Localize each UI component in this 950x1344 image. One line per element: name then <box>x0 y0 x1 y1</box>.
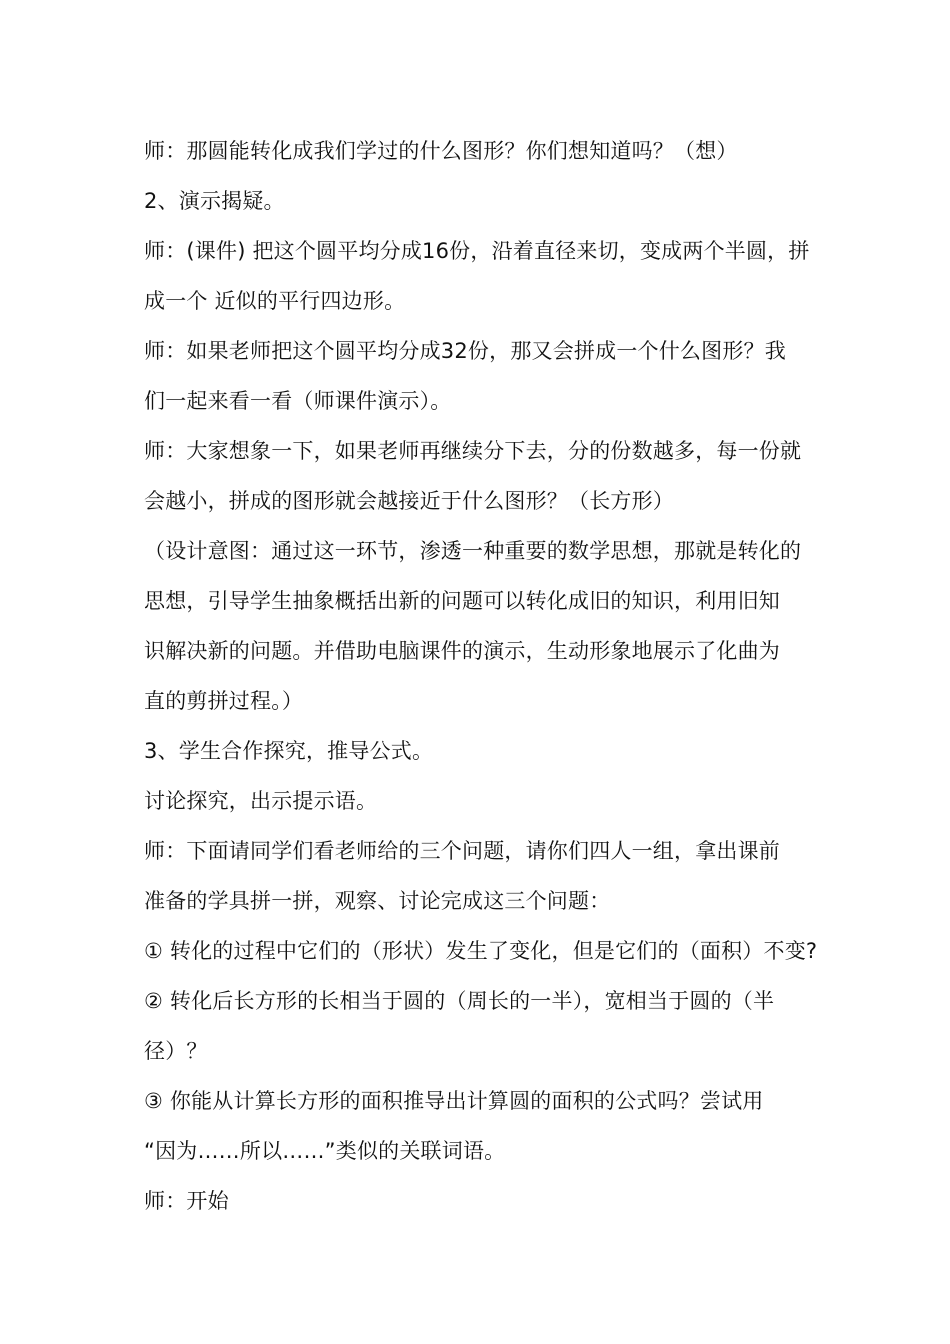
text-line: 成一个 近似的平行四边形。 <box>144 289 406 313</box>
text-line: （设计意图：通过这一环节，渗透一种重要的数学思想，那就是转化的 <box>144 539 802 563</box>
text-line: 讨论探究，出示提示语。 <box>144 789 378 813</box>
text-line: 3、学生合作探究，推导公式。 <box>144 739 434 763</box>
text-line: 们一起来看一看（师课件演示）。 <box>144 389 452 413</box>
document-body <box>144 126 824 1226</box>
text-line: 师：如果老师把这个圆平均分成32份，那又会拼成一个什么图形？我 <box>144 339 786 363</box>
text-line: “因为……所以……”类似的关联词语。 <box>144 1139 506 1163</box>
text-line: 师：大家想象一下，如果老师再继续分下去，分的份数越多，每一份就 <box>144 439 802 463</box>
text-line: 师：(课件) 把这个圆平均分成16份，沿着直径来切，变成两个半圆，拼 <box>144 239 810 263</box>
text-line: ③ 你能从计算长方形的面积推导出计算圆的面积的公式吗？尝试用 <box>144 1089 764 1113</box>
text-line: 师：开始 <box>144 1189 229 1213</box>
text-line: 思想，引导学生抽象概括出新的问题可以转化成旧的知识，利用旧知 <box>144 589 780 613</box>
text-line: 师：那圆能转化成我们学过的什么图形？你们想知道吗？（想） <box>144 139 738 163</box>
text-line: 2、演示揭疑。 <box>144 189 285 213</box>
text-line: ② 转化后长方形的长相当于圆的（周长的一半），宽相当于圆的（半 <box>144 989 775 1013</box>
text-line: 准备的学具拼一拼，观察、讨论完成这三个问题： <box>144 889 611 913</box>
text-line: 直的剪拼过程。） <box>144 689 304 713</box>
text-line: 师：下面请同学们看老师给的三个问题，请你们四人一组，拿出课前 <box>144 839 780 863</box>
text-line: 识解决新的问题。并借助电脑课件的演示，生动形象地展示了化曲为 <box>144 639 780 663</box>
text-line: 径）？ <box>144 1039 208 1063</box>
text-line: ① 转化的过程中它们的（形状）发生了变化，但是它们的（面积）不变? <box>144 939 818 963</box>
text-line: 会越小，拼成的图形就会越接近于什么图形？（长方形） <box>144 489 674 513</box>
